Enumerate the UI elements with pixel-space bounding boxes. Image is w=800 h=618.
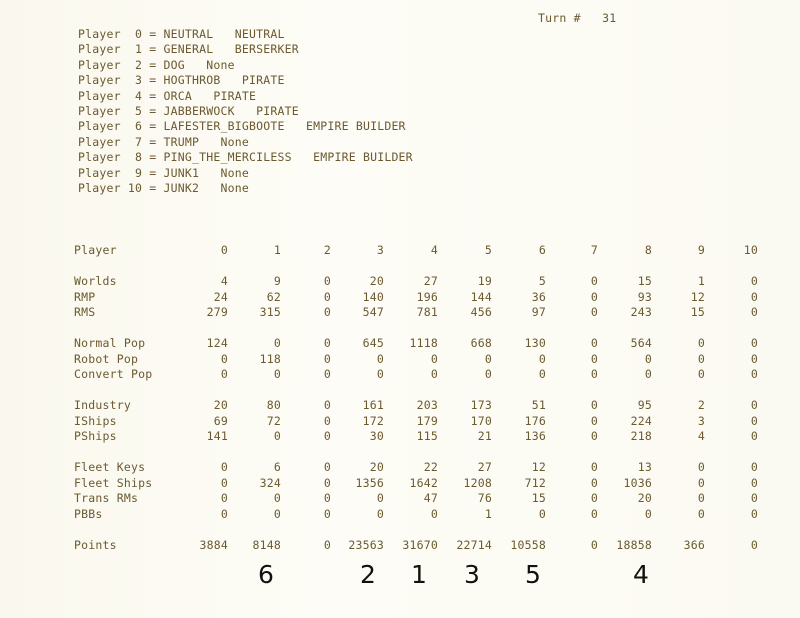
table-cell: 0	[323, 305, 331, 319]
spacer-row	[74, 522, 758, 538]
table-cell: 0	[323, 413, 331, 428]
table-row	[74, 352, 758, 368]
table-row	[74, 538, 758, 554]
table-cell: 0	[750, 305, 758, 319]
table-cell: 0	[323, 336, 331, 350]
spacer-cell	[74, 259, 758, 275]
table-cell: 15	[531, 491, 546, 505]
table-cell: 1356	[355, 475, 384, 490]
table-cell: 3	[376, 243, 384, 257]
table-cell: 0	[484, 351, 492, 366]
row-label: RMP	[74, 289, 96, 304]
table-cell: 0	[538, 367, 546, 381]
table-cell: 8	[644, 243, 652, 257]
table-cell: 115	[416, 429, 438, 443]
table-cell: 6	[538, 243, 546, 257]
table-cell: 0	[750, 429, 758, 443]
header-row	[74, 243, 758, 259]
table-cell: 0	[323, 351, 331, 366]
row-label: RMS	[74, 305, 96, 319]
handwritten-rank: 4	[633, 560, 649, 589]
table-cell: 0	[484, 367, 492, 381]
table-cell: 18858	[616, 537, 652, 552]
table-cell: 95	[637, 398, 652, 412]
table-cell: 0	[220, 460, 228, 474]
handwritten-rank: 5	[525, 560, 541, 589]
spacer-cell	[74, 383, 758, 399]
table-cell: 72	[266, 413, 281, 428]
row-label: Fleet Ships	[74, 475, 153, 490]
table-cell: 22714	[456, 537, 492, 552]
table-cell: 0	[590, 336, 598, 350]
table-cell: 19	[477, 274, 492, 288]
table-cell: 0	[323, 429, 331, 443]
table-cell: 0	[697, 351, 705, 366]
table-cell: 1	[697, 274, 705, 288]
table-row	[74, 476, 758, 492]
table-cell: 36	[531, 289, 546, 304]
table-cell: 668	[470, 336, 492, 350]
table-cell: 0	[750, 413, 758, 428]
table-cell: 118	[259, 351, 281, 366]
table-cell: 1036	[623, 475, 652, 490]
table-cell: 144	[470, 289, 492, 304]
table-cell: 0	[376, 351, 384, 366]
table-cell: 97	[531, 305, 546, 319]
table-cell: 0	[430, 367, 438, 381]
table-cell: 1118	[409, 336, 438, 350]
table-cell: 0	[590, 274, 598, 288]
table-row	[74, 274, 758, 290]
table-cell: 176	[524, 413, 546, 428]
table-cell: 0	[220, 243, 228, 257]
table-cell: 0	[323, 274, 331, 288]
table-cell: 51	[531, 398, 546, 412]
table-cell: 9	[697, 243, 705, 257]
table-cell: 13	[637, 460, 652, 474]
table-cell: 161	[362, 398, 384, 412]
roster-line: Player 1 = GENERAL BERSERKER	[78, 42, 299, 57]
table-cell: 0	[750, 460, 758, 474]
table-row	[74, 460, 758, 476]
table-cell: 243	[630, 305, 652, 319]
row-label: Player	[74, 243, 117, 257]
handwritten-rank: 6	[258, 560, 274, 589]
table-cell: 0	[323, 475, 331, 490]
table-cell: 0	[273, 336, 281, 350]
table-cell: 4	[430, 243, 438, 257]
table-row	[74, 305, 758, 321]
row-label: Normal Pop	[74, 336, 146, 350]
table-cell: 0	[750, 398, 758, 412]
table-cell: 27	[477, 460, 492, 474]
table-cell: 172	[362, 413, 384, 428]
roster-line: Player 8 = PING_THE_MERCILESS EMPIRE BUILDER	[78, 150, 413, 165]
spacer-cell	[74, 522, 758, 538]
roster-line: Player 6 = LAFESTER_BIGBOOTE EMPIRE BUILDER	[78, 119, 406, 134]
table-cell: 136	[524, 429, 546, 443]
spacer-cell	[74, 445, 758, 461]
table-cell: 0	[590, 460, 598, 474]
spacer-row	[74, 259, 758, 275]
table-cell: 324	[259, 475, 281, 490]
table-cell: 10	[743, 243, 758, 257]
table-cell: 4	[697, 429, 705, 443]
turn-label: Turn #	[538, 11, 581, 25]
table-cell: 10558	[510, 537, 546, 552]
table-cell: 0	[220, 475, 228, 490]
table-cell: 218	[630, 429, 652, 443]
table-cell: 69	[213, 413, 228, 428]
roster-line: Player 3 = HOGTHROB PIRATE	[78, 73, 285, 88]
table-cell: 1642	[409, 475, 438, 490]
player-roster	[78, 27, 413, 196]
table-cell: 0	[538, 351, 546, 366]
table-cell: 179	[416, 413, 438, 428]
table-cell: 0	[697, 460, 705, 474]
table-cell: 0	[750, 274, 758, 288]
table-row	[74, 507, 758, 523]
table-cell: 1208	[463, 475, 492, 490]
table-cell: 0	[273, 367, 281, 381]
table-cell: 0	[273, 491, 281, 505]
table-cell: 141	[206, 429, 228, 443]
table-cell: 0	[323, 289, 331, 304]
table-cell: 12	[690, 289, 705, 304]
row-label: Trans RMs	[74, 491, 139, 505]
table-cell: 130	[524, 336, 546, 350]
row-label: Robot Pop	[74, 351, 139, 366]
table-cell: 0	[590, 305, 598, 319]
spacer-row	[74, 383, 758, 399]
table-cell: 0	[750, 475, 758, 490]
table-cell: 0	[323, 506, 331, 521]
table-cell: 15	[690, 305, 705, 319]
table-cell: 0	[590, 413, 598, 428]
table-cell: 173	[470, 398, 492, 412]
table-row	[74, 336, 758, 352]
table-cell: 7	[590, 243, 598, 257]
table-cell: 645	[362, 336, 384, 350]
table-cell: 80	[266, 398, 281, 412]
table-cell: 170	[470, 413, 492, 428]
table-cell: 279	[206, 305, 228, 319]
table-cell: 5	[538, 274, 546, 288]
player-stats-table	[74, 243, 758, 553]
handwritten-rank: 1	[411, 560, 427, 589]
table-cell: 781	[416, 305, 438, 319]
row-label: Points	[74, 537, 117, 552]
table-cell: 2	[323, 243, 331, 257]
table-row	[74, 367, 758, 383]
table-cell: 0	[750, 351, 758, 366]
table-row	[74, 414, 758, 430]
table-cell: 0	[376, 367, 384, 381]
table-cell: 0	[590, 506, 598, 521]
table-cell: 0	[697, 491, 705, 505]
table-cell: 3884	[199, 537, 228, 552]
spacer-cell	[74, 321, 758, 337]
roster-line: Player 4 = ORCA PIRATE	[78, 88, 257, 103]
roster-line: Player 9 = JUNK1 None	[78, 165, 249, 180]
table-cell: 20	[369, 274, 384, 288]
table-cell: 0	[590, 289, 598, 304]
table-cell: 20	[213, 398, 228, 412]
table-cell: 23563	[348, 537, 384, 552]
row-label: PBBs	[74, 506, 103, 521]
table-cell: 0	[220, 351, 228, 366]
table-cell: 21	[477, 429, 492, 443]
table-cell: 0	[750, 491, 758, 505]
table-cell: 712	[524, 475, 546, 490]
table-cell: 22	[423, 460, 438, 474]
table-cell: 0	[644, 506, 652, 521]
table-cell: 315	[259, 305, 281, 319]
turn-indicator	[538, 11, 616, 25]
table-cell: 456	[470, 305, 492, 319]
table-cell: 564	[630, 336, 652, 350]
table-cell: 0	[697, 367, 705, 381]
table-cell: 24	[213, 289, 228, 304]
table-cell: 1	[484, 506, 492, 521]
table-cell: 0	[750, 506, 758, 521]
table-cell: 0	[376, 491, 384, 505]
table-row	[74, 429, 758, 445]
handwritten-rank: 2	[360, 560, 376, 589]
table-cell: 31670	[402, 537, 438, 552]
table-cell: 0	[590, 537, 598, 552]
table-cell: 0	[697, 475, 705, 490]
table-cell: 0	[323, 491, 331, 505]
table-cell: 0	[273, 506, 281, 521]
table-cell: 0	[323, 537, 331, 552]
table-cell: 20	[637, 491, 652, 505]
table-cell: 0	[750, 537, 758, 552]
table-cell: 0	[750, 289, 758, 304]
roster-line: Player 7 = TRUMP None	[78, 134, 249, 149]
row-label: Industry	[74, 398, 131, 412]
table-cell: 196	[416, 289, 438, 304]
row-label: IShips	[74, 413, 117, 428]
table-row	[74, 491, 758, 507]
table-cell: 0	[590, 491, 598, 505]
table-cell: 0	[644, 367, 652, 381]
table-cell: 47	[423, 491, 438, 505]
roster-line: Player 10 = JUNK2 None	[78, 180, 249, 195]
table-cell: 0	[430, 506, 438, 521]
table-cell: 12	[531, 460, 546, 474]
table-cell: 0	[697, 506, 705, 521]
table-cell: 0	[323, 460, 331, 474]
table-cell: 6	[273, 460, 281, 474]
table-cell: 0	[590, 351, 598, 366]
table-cell: 76	[477, 491, 492, 505]
table-cell: 0	[323, 398, 331, 412]
table-cell: 366	[683, 537, 705, 552]
table-cell: 0	[376, 506, 384, 521]
table-cell: 27	[423, 274, 438, 288]
table-cell: 3	[697, 413, 705, 428]
table-cell: 0	[644, 351, 652, 366]
table-cell: 4	[220, 274, 228, 288]
row-label: PShips	[74, 429, 117, 443]
table-cell: 140	[362, 289, 384, 304]
table-cell: 0	[273, 429, 281, 443]
table-cell: 93	[637, 289, 652, 304]
table-cell: 62	[266, 289, 281, 304]
turn-value: 31	[602, 11, 617, 25]
table-cell: 224	[630, 413, 652, 428]
table-cell: 0	[750, 367, 758, 381]
row-label: Convert Pop	[74, 367, 153, 381]
table-cell: 0	[220, 491, 228, 505]
table-cell: 0	[590, 475, 598, 490]
table-cell: 0	[590, 398, 598, 412]
spacer-row	[74, 321, 758, 337]
row-label: Worlds	[74, 274, 117, 288]
table-cell: 20	[369, 460, 384, 474]
table-cell: 1	[273, 243, 281, 257]
table-cell: 9	[273, 274, 281, 288]
table-cell: 2	[697, 398, 705, 412]
table-cell: 203	[416, 398, 438, 412]
table-row	[74, 290, 758, 306]
table-cell: 0	[220, 367, 228, 381]
table-cell: 0	[538, 506, 546, 521]
table-cell: 0	[590, 367, 598, 381]
roster-line: Player 0 = NEUTRAL NEUTRAL	[78, 27, 285, 41]
row-label: Fleet Keys	[74, 460, 146, 474]
table-cell: 0	[590, 429, 598, 443]
table-cell: 15	[637, 274, 652, 288]
roster-line: Player 5 = JABBERWOCK PIRATE	[78, 103, 299, 118]
table-cell: 124	[206, 336, 228, 350]
table-cell: 0	[697, 336, 705, 350]
table-cell: 0	[750, 336, 758, 350]
handwritten-rank: 3	[464, 560, 480, 589]
table-cell: 0	[220, 506, 228, 521]
table-cell: 547	[362, 305, 384, 319]
table-cell: 8148	[252, 537, 281, 552]
table-row	[74, 398, 758, 414]
roster-line: Player 2 = DOG None	[78, 57, 235, 72]
spacer-row	[74, 445, 758, 461]
table-cell: 5	[484, 243, 492, 257]
table-cell: 30	[369, 429, 384, 443]
table-cell: 0	[430, 351, 438, 366]
table-cell: 0	[323, 367, 331, 381]
